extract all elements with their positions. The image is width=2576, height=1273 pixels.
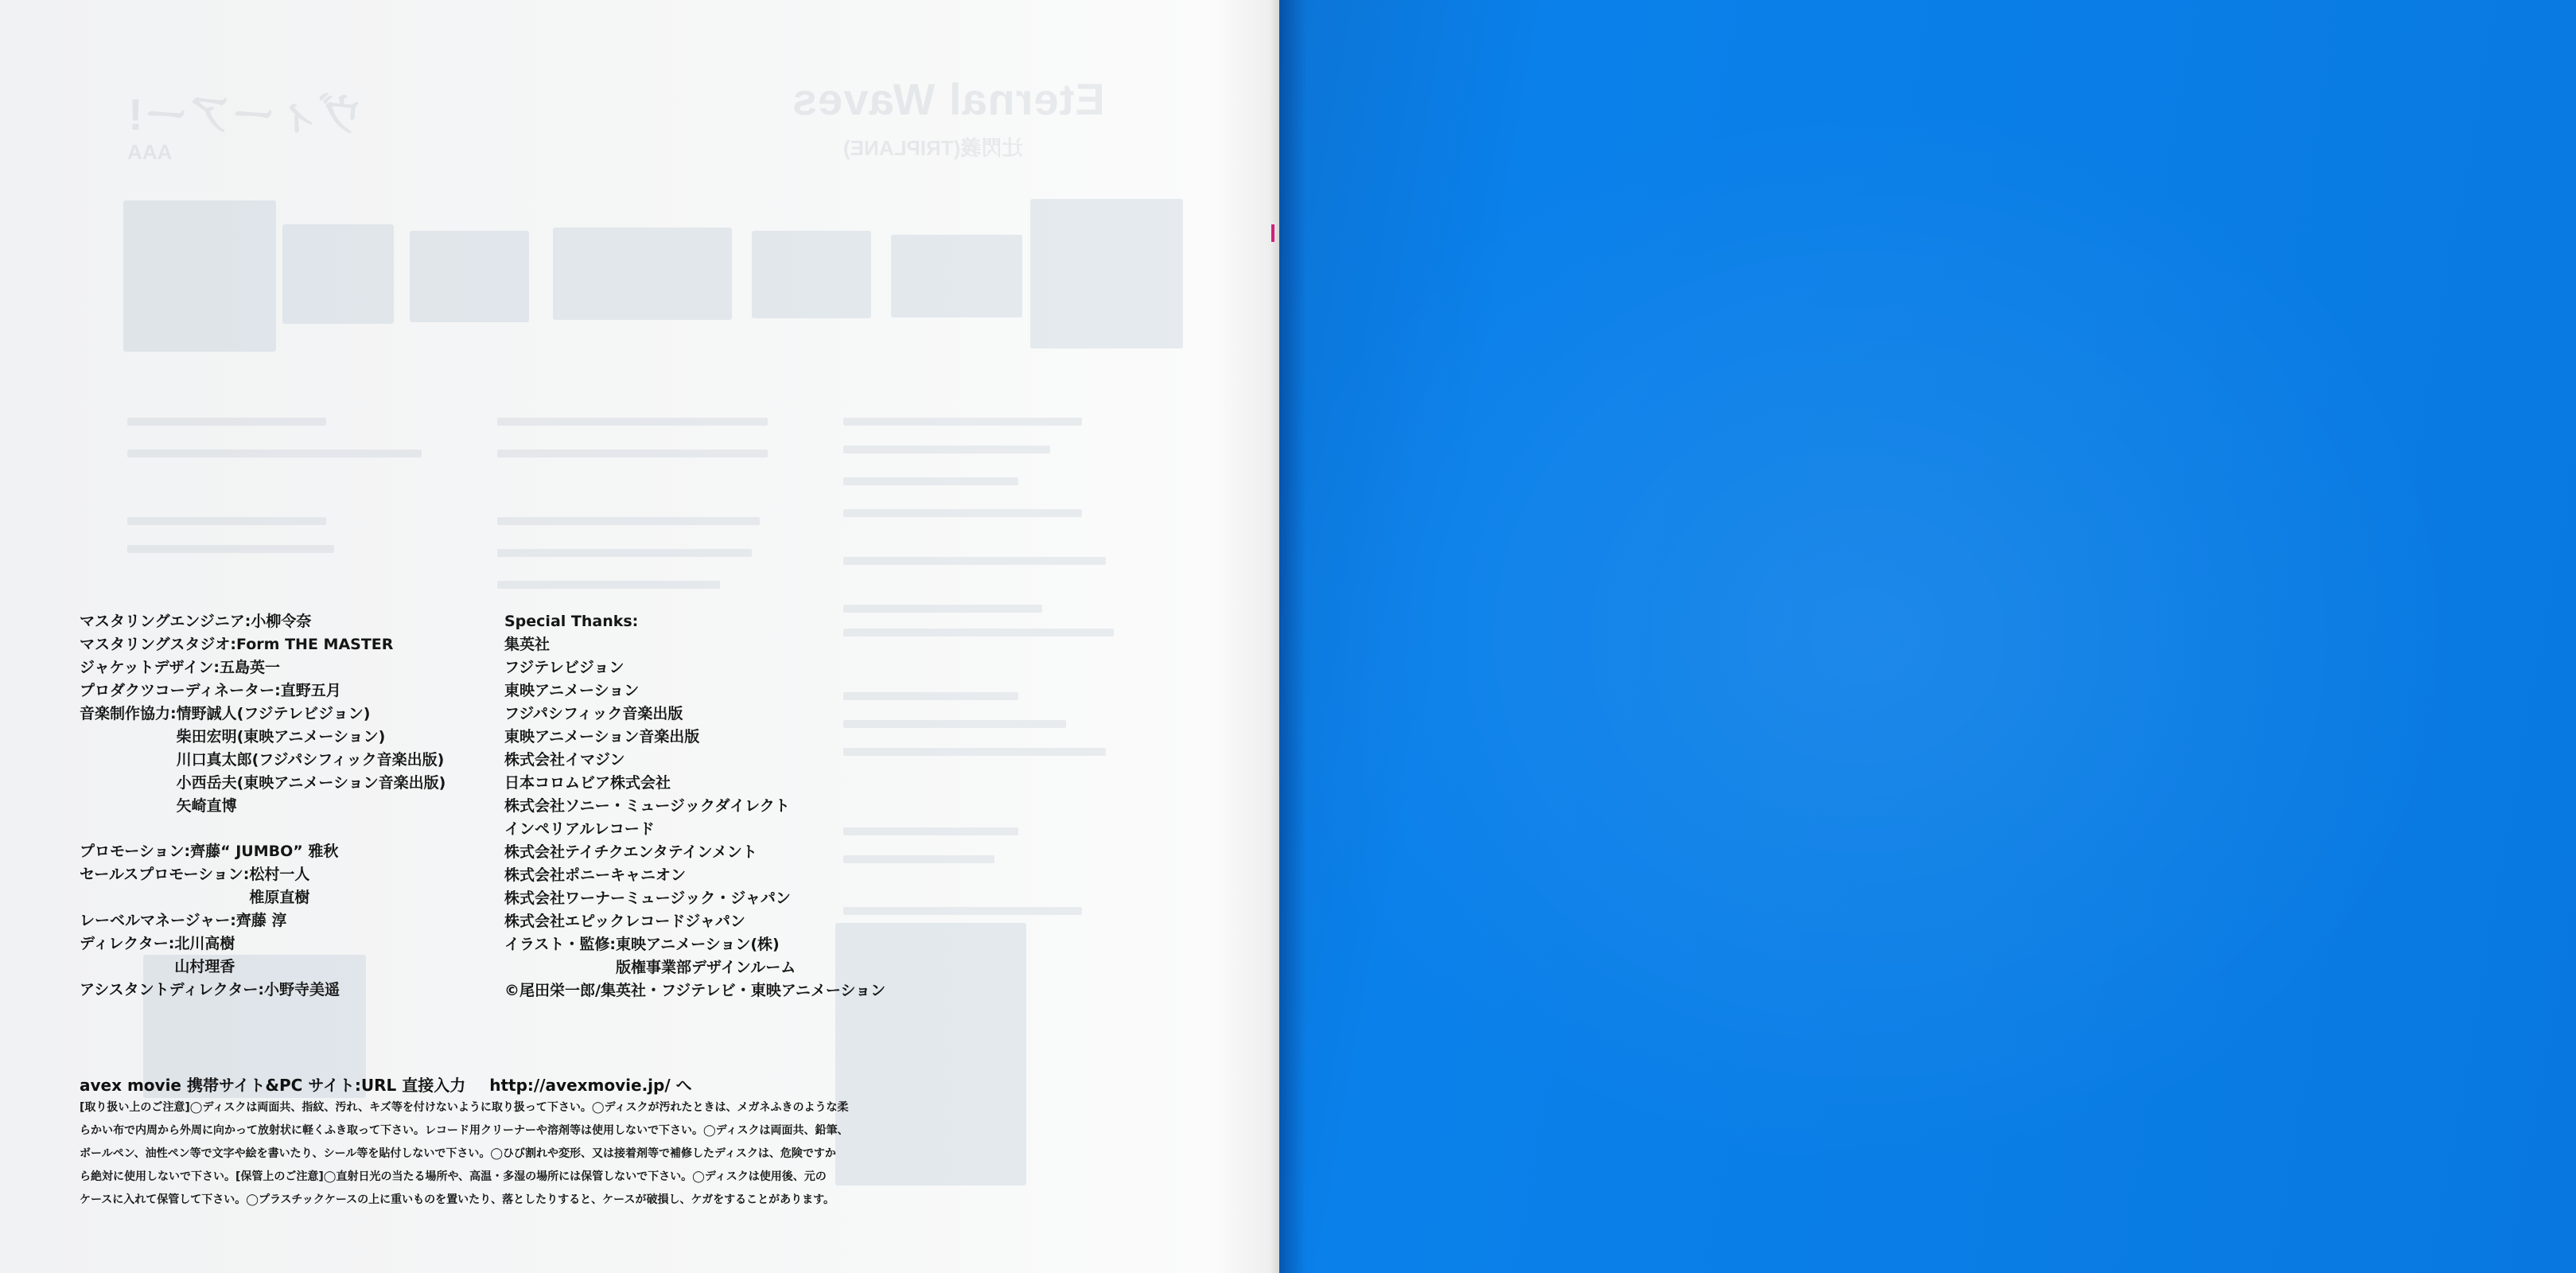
credit-name: 小柳令奈 xyxy=(251,613,312,630)
ghost-text-line xyxy=(843,446,1050,454)
ghost-text-line xyxy=(497,450,768,457)
credit-name: 川口真太郎(フジパシフィック音楽出版) xyxy=(176,751,445,769)
note-line: らかい布で内周から外周に向かって放射状に軽くふき取って下さい。レコード用クリーナーや溶剤等は使用しないで下さい。◯ディスクは両面共、鉛筆、 xyxy=(80,1124,849,1137)
credit-names xyxy=(177,703,446,818)
credit-name: 五島英一 xyxy=(219,659,280,676)
ghost-text-line xyxy=(843,477,1018,485)
ghost-text-line xyxy=(127,418,326,426)
credit-names xyxy=(251,610,311,633)
ghost-image xyxy=(553,228,732,320)
credit-role: ディレクター: xyxy=(80,935,175,952)
thanks-item: 日本コロムビア株式会社 xyxy=(504,774,671,792)
thanks-item: フジテレビジョン xyxy=(504,659,625,676)
credit-row xyxy=(80,610,446,633)
registration-mark xyxy=(1271,224,1274,242)
ghost-image xyxy=(1030,199,1183,348)
ghost-image xyxy=(123,200,276,352)
thanks-item: 株式会社エピックレコードジャパン xyxy=(504,913,745,930)
credit-name: 齊藤 淳 xyxy=(235,912,287,929)
credit-row xyxy=(80,633,446,656)
thanks-item: 株式会社ソニー・ミュージックダイレクト xyxy=(504,797,790,815)
credit-name: 椎原直樹 xyxy=(249,889,310,906)
credit-names xyxy=(174,932,235,979)
ghost-text-line xyxy=(497,549,752,557)
site-info xyxy=(80,1073,692,1096)
credit-name: 東映アニメーション(株) xyxy=(616,936,780,953)
thanks-item: 集英社 xyxy=(504,636,551,653)
promotion-credits xyxy=(80,840,340,1002)
thanks-item: 東映アニメーション音楽出版 xyxy=(504,728,700,746)
site-url[interactable]: http://avexmovie.jp/ へ xyxy=(489,1076,692,1095)
credit-row xyxy=(80,909,340,932)
thanks-item: 株式会社イマジン xyxy=(504,751,625,769)
ghost-text-line xyxy=(497,418,768,426)
left-page xyxy=(0,0,1279,1273)
credit-names xyxy=(190,840,338,863)
credit-name: 直野五月 xyxy=(280,682,341,699)
ghost-text-line xyxy=(843,418,1082,426)
ghost-text-line xyxy=(497,581,720,589)
thanks-item: 株式会社ワーナーミュージック・ジャパン xyxy=(504,890,791,907)
ghost-image xyxy=(752,231,871,318)
special-thanks-heading: Special Thanks: xyxy=(504,613,639,630)
credit-name: 松村一人 xyxy=(249,866,310,883)
ghost-title-2: ヴィーアー! xyxy=(127,89,364,139)
credit-role: 音楽制作協力: xyxy=(80,705,177,722)
ghost-image xyxy=(891,235,1022,317)
credit-role: マスタリングスタジオ: xyxy=(80,636,237,653)
note-line: [取り扱い上のご注意]◯ディスクは両面共、指紋、汚れ、キズ等を付けないように取り扱って下さい。◯ディスクが汚れたときは、メガネふきのような柔 xyxy=(80,1101,849,1114)
thanks-item: 東映アニメーション xyxy=(504,682,640,699)
credit-name: 小西岳夫(東映アニメーション音楽出版) xyxy=(176,774,446,792)
right-page-blue-panel xyxy=(1279,0,2576,1273)
thanks-item: 株式会社テイチクエンタテインメント xyxy=(504,843,757,861)
credit-role: マスタリングエンジニア: xyxy=(80,613,251,630)
credit-name: 齊藤“ JUMBO” 雅秋 xyxy=(190,843,339,860)
credit-names xyxy=(281,679,341,703)
note-line: ケースに入れて保管して下さい。◯プラスチックケースの上に重いものを置いたり、落としたりすると、ケースが破損し、ケガをすることがあります。 xyxy=(80,1193,835,1206)
special-thanks xyxy=(504,610,885,1002)
credit-name: 情野誠人(フジテレビジョン) xyxy=(176,705,371,722)
note-line: ボールペン、油性ペン等で文字や絵を書いたり、シール等を貼付しないで下さい。◯ひび割れや変形、又は接着剤等で補修したディスクは、危険ですか xyxy=(80,1147,836,1160)
illustration-credit xyxy=(504,933,885,979)
credit-role: セールスプロモーション: xyxy=(80,866,250,883)
credit-row xyxy=(80,863,340,909)
credit-name: 版権事業部デザインルーム xyxy=(616,959,796,976)
credit-name: Form THE MASTER xyxy=(236,636,394,653)
staff-credits xyxy=(80,610,446,818)
site-label: avex movie 携帯サイト&PC サイト:URL 直接入力 xyxy=(80,1076,466,1095)
ghost-text-line xyxy=(127,545,334,553)
credit-row xyxy=(80,679,446,703)
note-line: ら絶対に使用しないで下さい。[保管上のご注意]◯直射日光の当たる場所や、高温・多湿の場所には保管しないで下さい。◯ディスクは使用後、元の xyxy=(80,1170,827,1183)
credit-row xyxy=(80,656,446,679)
ghost-image xyxy=(282,224,394,324)
handling-notes xyxy=(80,1096,939,1212)
credit-role: プロダクツコーディネーター: xyxy=(80,682,281,699)
credit-name: 小野寺美遥 xyxy=(264,981,340,999)
thanks-item: インペリアルレコード xyxy=(504,820,655,838)
thanks-item: フジパシフィック音楽出版 xyxy=(504,705,683,722)
credit-names xyxy=(236,909,287,932)
credit-role: アシスタントディレクター: xyxy=(80,981,264,999)
credit-row xyxy=(80,932,340,979)
credit-name: 矢崎直博 xyxy=(176,797,237,815)
credit-row xyxy=(80,979,340,1002)
credit-role: レーベルマネージャー: xyxy=(80,912,236,929)
thanks-item: 株式会社ポニーキャニオン xyxy=(504,866,687,884)
ghost-subtitle-2: AAA xyxy=(127,140,173,164)
ghost-text-line xyxy=(843,509,1082,517)
credit-names xyxy=(220,656,280,679)
credit-names xyxy=(236,633,393,656)
ghost-text-line xyxy=(497,517,760,525)
credit-names xyxy=(616,933,796,979)
ghost-text-line xyxy=(127,517,326,525)
registration-mark xyxy=(1271,95,1274,124)
credit-role: ジャケットデザイン: xyxy=(80,659,220,676)
ghost-title: Eternal Waves xyxy=(792,74,1105,124)
credit-row xyxy=(80,840,340,863)
ghost-text-line xyxy=(127,450,422,457)
copyright: ©尾田栄一郎/集英社・フジテレビ・東映アニメーション xyxy=(504,982,886,999)
credit-name: 柴田宏明(東映アニメーション) xyxy=(176,728,386,746)
credit-name: 山村理香 xyxy=(174,958,235,975)
credit-role: イラスト・監修: xyxy=(504,936,617,953)
credit-name: 北川高樹 xyxy=(174,935,235,952)
ghost-image xyxy=(410,231,529,322)
credit-row xyxy=(80,703,446,818)
credit-names xyxy=(249,863,309,909)
ghost-text-line xyxy=(843,557,1106,565)
credit-role: プロモーション: xyxy=(80,843,191,860)
ghost-subtitle: 辻閃義(TRIPLANE) xyxy=(843,136,1023,160)
credit-names xyxy=(264,979,340,1002)
